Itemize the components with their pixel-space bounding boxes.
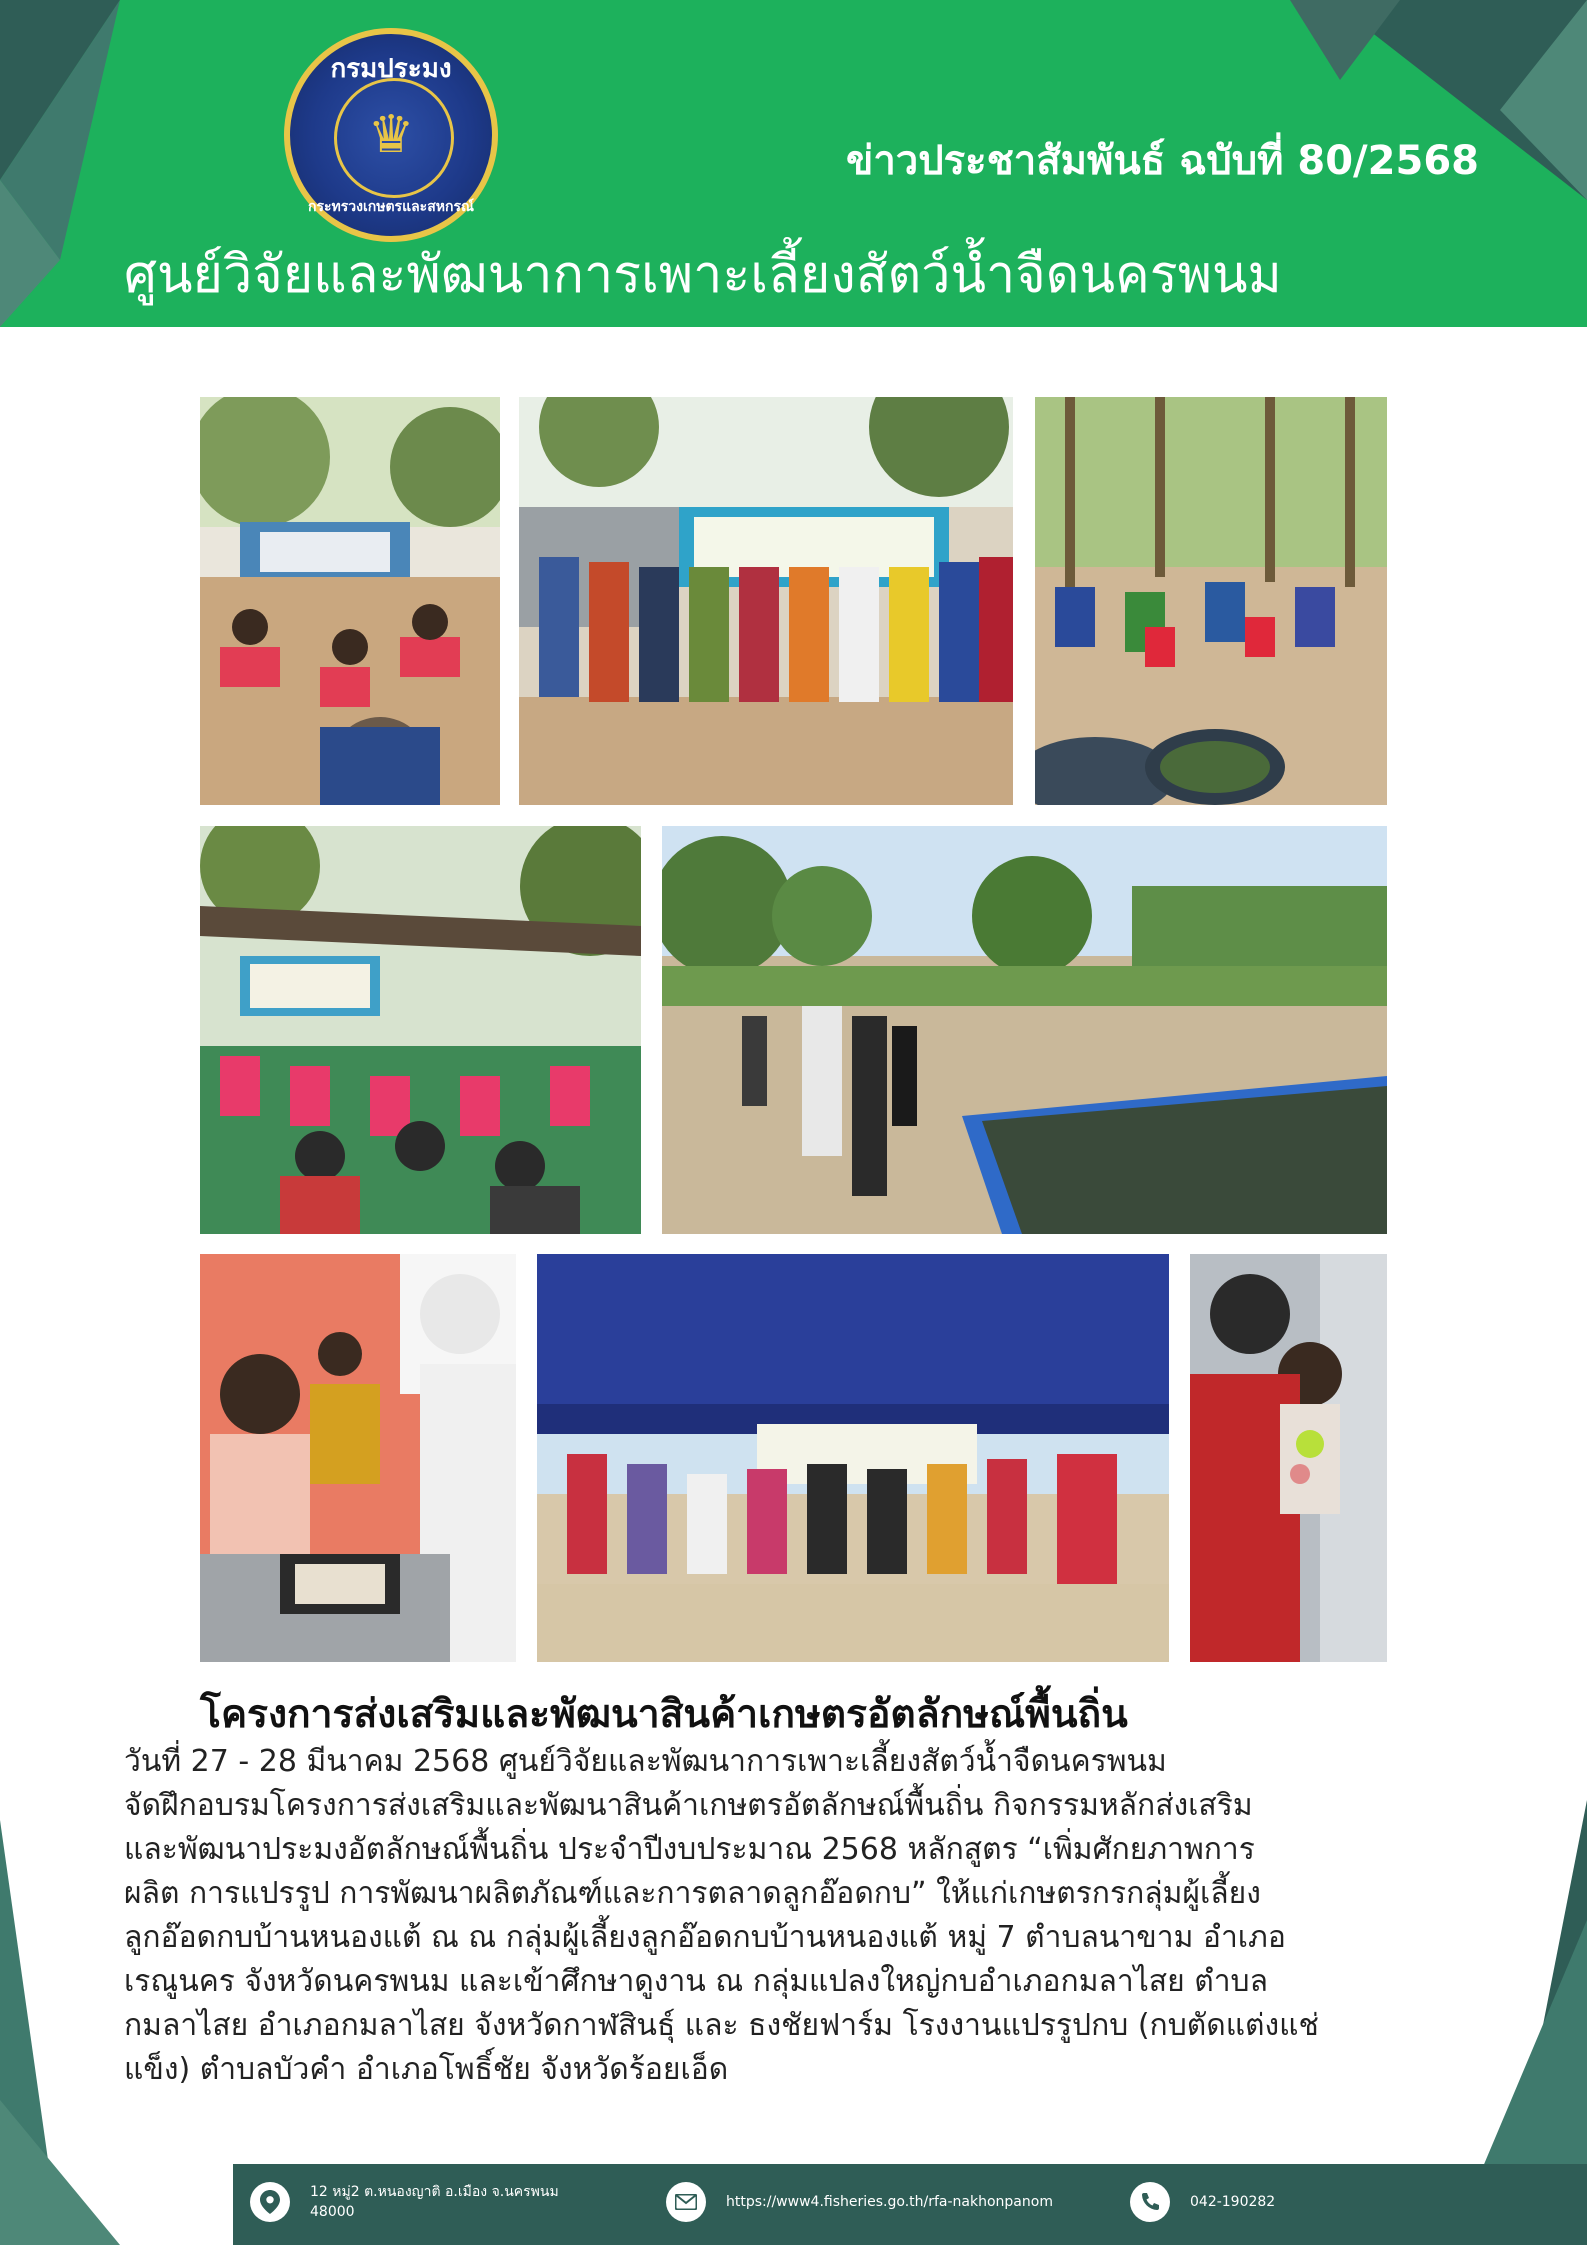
header-banner: [0, 0, 1587, 327]
phone-icon: [1130, 2182, 1170, 2222]
article-line: และพัฒนาประมงอัตลักษณ์พื้นถิ่น ประจำปีงบประมาณ 2568 หลักสูตร “เพิ่มศักยภาพการ: [124, 1832, 1255, 1867]
logo-bottom-text: กระทรวงเกษตรและสหกรณ์: [308, 199, 474, 215]
emblem-icon: ♛: [367, 105, 415, 165]
address-line1: 12 หมู่2 ต.หนองญาติ อ.เมือง จ.นครพนม: [310, 2184, 559, 2200]
issue-title: ข่าวประชาสัมพันธ์ ฉบับที่ 80/2568: [846, 138, 1479, 184]
address-line2: 48000: [310, 2204, 355, 2220]
article-line: เรณูนคร จังหวัดนครพนม และเข้าศึกษาดูงาน ณ กลุ่มแปลงใหญ่กบอำเภอกมลาไสย ตำบล: [124, 1964, 1268, 1999]
article-line: วันที่ 27 - 28 มีนาคม 2568 ศูนย์วิจัยและพัฒนาการเพาะเลี้ยงสัตว์น้ำจืดนครพนม: [124, 1744, 1167, 1779]
article-line: กมลาไสย อำเภอกมลาไสย จังหวัดกาฬสินธุ์ และ ธงชัยฟาร์ม โรงงานแปรรูปกบ (กบตัดแต่งแช่: [124, 2008, 1319, 2043]
footer-address: [250, 2182, 559, 2222]
center-name: ศูนย์วิจัยและพัฒนาการเพาะเลี้ยงสัตว์น้ำจืดนครพนม: [124, 245, 1282, 305]
logo-top-text: กรมประมง: [330, 54, 452, 84]
footer-phone: [1130, 2182, 1275, 2222]
vacuum-packing-photo: [200, 1254, 516, 1662]
website-link[interactable]: https://www4.fisheries.go.th/rfa-nakhonpanom: [726, 2194, 1053, 2210]
phone-number[interactable]: 042-190282: [1190, 2194, 1276, 2210]
outdoor-seated-group-photo: [1035, 397, 1387, 805]
article-line: ผลิต การแปรรูป การพัฒนาผลิตภัณฑ์และการตลาดลูกอ๊อดกบ” ให้แก่เกษตรกรกลุ่มผู้เลี้ยง: [124, 1876, 1261, 1911]
frog-pond-visit-photo: [662, 826, 1387, 1234]
article-line: ลูกอ๊อดกบบ้านหนองแต้ ณ ณ กลุ่มผู้เลี้ยงลูกอ๊อดกบบ้านหนองแต้ หมู่ 7 ตำบลนาขาม อำเภอ: [124, 1920, 1286, 1955]
location-pin-icon: [250, 2182, 290, 2222]
training-audience-photo: [200, 397, 500, 805]
tent-group-photo: [537, 1254, 1169, 1662]
department-logo: [284, 28, 498, 242]
shed-training-photo: [200, 826, 641, 1234]
article-title: โครงการส่งเสริมและพัฒนาสินค้าเกษตรอัตลักษณ์พื้นถิ่น: [200, 1692, 1128, 1737]
article-line: จัดฝึกอบรมโครงการส่งเสริมและพัฒนาสินค้าเกษตรอัตลักษณ์พื้นถิ่น กิจกรรมหลักส่งเสริม: [124, 1788, 1253, 1823]
article-line: แข็ง) ตำบลบัวคำ อำเภอโพธิ์ชัย จังหวัดร้อยเอ็ด: [124, 2052, 729, 2087]
footer-website: [666, 2182, 1053, 2222]
mail-icon: [666, 2182, 706, 2222]
processed-frog-product-photo: [1190, 1254, 1387, 1662]
group-photo-banner: [519, 397, 1013, 805]
